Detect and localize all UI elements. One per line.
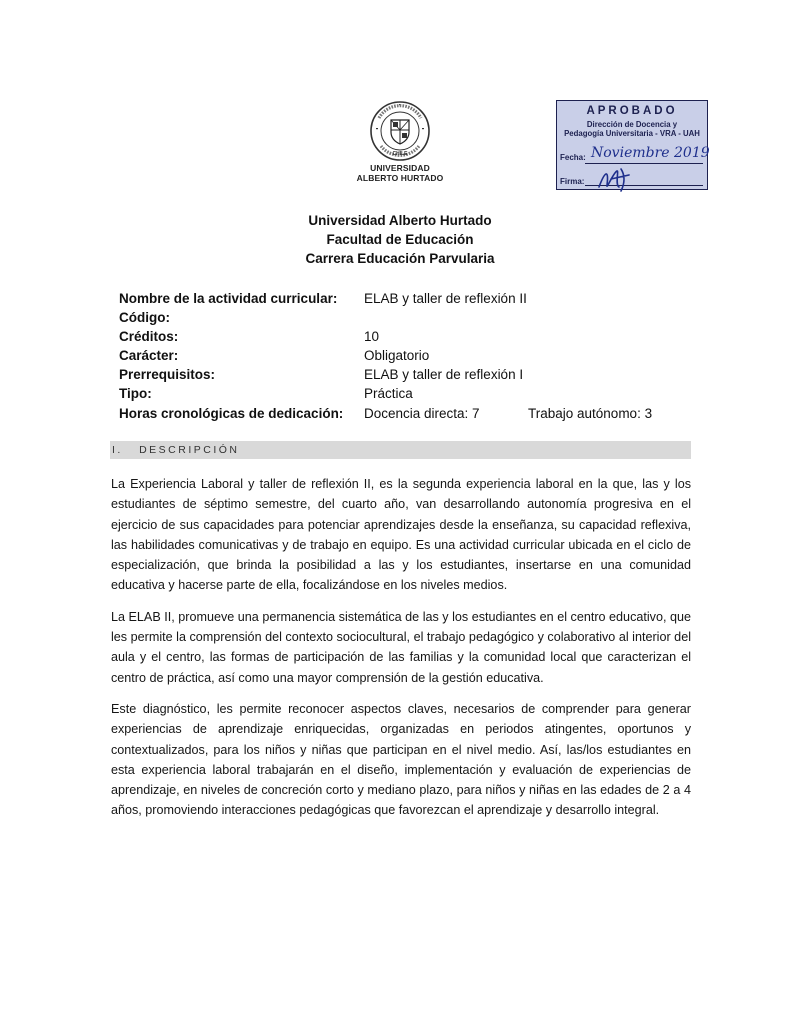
stamp-firma-label: Firma: (560, 177, 585, 186)
university-seal-icon (369, 100, 431, 162)
tipo-value: Práctica (364, 386, 413, 401)
info-row-tipo (119, 384, 679, 403)
horas-autonomo: Trabajo autónomo: 3 (528, 406, 653, 421)
stamp-fecha-value: Noviembre 2019 (591, 145, 710, 161)
info-row-prerrequisitos (119, 365, 679, 384)
document-header (0, 211, 800, 268)
stamp-fecha-line (585, 163, 703, 164)
university-logo (352, 100, 448, 183)
creditos-value: 10 (364, 329, 380, 344)
info-row-horas (119, 403, 679, 425)
prerrequisitos-value: ELAB y taller de reflexión I (364, 367, 524, 382)
prerrequisitos-label: Prerrequisitos: (119, 367, 216, 382)
paragraph-2: La ELAB II, promueve una permanencia sistemática de las y los estudiantes en el centro educativo, que les permite la comprensión del contexto sociocultural, el trabajo pedagógico y colaborativo al interior del aula y el centro, las formas de participación de las familias y la comunidad local que caracterizan el centro de práctica, así como una mayor comprensión de la gestión educativa. (111, 609, 691, 685)
logo-text (352, 164, 448, 183)
stamp-title: APROBADO (586, 105, 678, 117)
stamp-department (557, 120, 707, 138)
codigo-label: Código: (119, 310, 170, 325)
tipo-label: Tipo: (119, 386, 152, 401)
paragraph-1: La Experiencia Laboral y taller de reflexión II, es la segunda experiencia laboral en la que, las y los estudiantes de séptimo semestre, del cuarto año, van desarrollando autonomía progresiva en el ejercicio de sus capacidades para potenciar aprendizajes desde la enseñanza, su capacidad reflexiva, las habilidades comunicativas y de trabajo en equipo. Es una actividad curricular ubicada en el ciclo de especialización, que brinda la posibilidad a las y los estudiantes, insertarse en una comunidad educativa y hacerse parte de ella, focalizándose en los niveles medios. (111, 477, 691, 593)
logo-line-2: ALBERTO HURTADO (356, 172, 444, 183)
horas-label: Horas cronológicas de dedicación: (119, 406, 344, 421)
course-info (119, 289, 679, 425)
section-heading-text: I. DESCRIPCIÓN (112, 444, 240, 456)
faculty-name: Facultad de Educación (326, 232, 474, 247)
info-row-caracter (119, 346, 679, 365)
caracter-label: Carácter: (119, 348, 179, 363)
career-name: Carrera Educación Parvularia (305, 251, 495, 266)
description-body (111, 474, 691, 832)
horas-directa: Docencia directa: 7 (364, 406, 480, 421)
stamp-fecha-label: Fecha: (560, 153, 586, 162)
logo-line-1: UNIVERSIDAD (370, 163, 430, 173)
seal-country: CHILE (392, 151, 408, 157)
creditos-label: Créditos: (119, 329, 179, 344)
stamp-line-1: Dirección de Docencia y (586, 120, 678, 129)
nombre-label: Nombre de la actividad curricular: (119, 291, 338, 306)
info-row-codigo (119, 308, 679, 327)
paragraph-3: Este diagnóstico, les permite reconocer aspectos claves, necesarios de comprender para generar experiencias de aprendizaje enriquecidas, organizadas en periodos atingentes, oportunos y contextualizados, para los niños y niñas que participan en el nivel medio. Así, las/los estudiantes en esta experiencia laboral trabajarán en el diseño, implementación y evaluación de experiencias de aprendizaje, en niveles de concreción corto y mediano plazo, para niños y niñas en las edades de 2 a 4 años, promoviendo interacciones pedagógicas que favorezcan el aprendizaje y desarrollo integral. (111, 701, 691, 818)
info-row-nombre (119, 289, 679, 308)
university-name: Universidad Alberto Hurtado (308, 213, 492, 228)
approval-stamp (556, 100, 708, 190)
nombre-value: ELAB y taller de reflexión II (364, 291, 527, 306)
stamp-line-2: Pedagogía Universitaria - VRA - UAH (564, 129, 700, 138)
caracter-value: Obligatorio (364, 348, 430, 363)
signature-icon (595, 165, 635, 193)
section-heading-descripcion (110, 441, 691, 459)
info-row-creditos (119, 327, 679, 346)
